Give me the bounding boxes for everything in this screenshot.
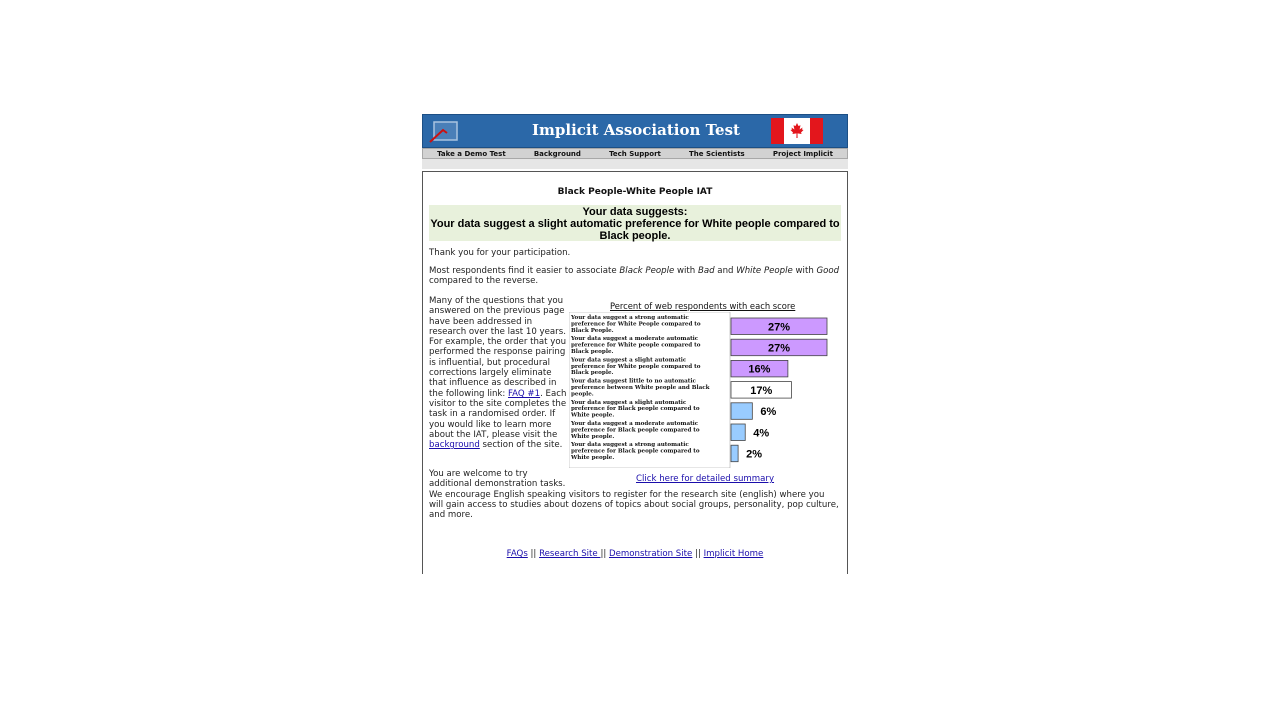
chart-category-label-6: Your data suggest a strong automatic preference for Black people compared to White people. <box>571 442 700 461</box>
chart-bar-4 <box>731 403 752 420</box>
footer-implicit-home-link[interactable]: Implicit Home <box>703 549 764 559</box>
chart-category-label-0: Your data suggest a strong automatic preference for White People compared to Black People. <box>571 315 701 334</box>
welcome-text: You are welcome to try additional demonstration tasks. We encourage English speaking visitors to register for the research site (english) where you will gain access to studies about dozens of topics about social groups, personality, pop culture, and more. <box>429 469 839 521</box>
chart-bar-6 <box>731 445 738 462</box>
footer-faqs-link[interactable]: FAQs <box>506 549 528 559</box>
canada-flag-icon <box>771 118 823 144</box>
chart-value-label-6: 2% <box>746 448 763 461</box>
chart-category-label-4: Your data suggest a slight automatic preference for Black people compared to White people. <box>571 399 700 419</box>
score-chart <box>569 312 839 468</box>
research-site-link[interactable]: research site (english) <box>681 489 777 500</box>
faq-link[interactable]: FAQ #1 <box>508 388 541 399</box>
chart-value-label-4: 6% <box>760 406 777 419</box>
result-heading: Your data suggests: <box>582 206 688 218</box>
site-header <box>422 114 848 148</box>
result-box <box>429 205 841 241</box>
header-divider <box>422 159 848 169</box>
most-respondents-text: Most respondents find it easier to associate Black People with Bad and White People with Good compared to the reverse. <box>429 266 840 287</box>
background-link[interactable]: background <box>429 440 480 451</box>
chart-value-label-0: 27% <box>767 321 791 334</box>
page-title: Black People-White People IAT <box>557 187 713 197</box>
nav-project-implicit[interactable]: Project Implicit <box>772 149 833 158</box>
explanation-text: Many of the questions that you answered on the previous page have been addressed in research over the last 10 years. For example, the order that you performed the response pairing is influential, but procedural corrections largely eliminate that influence as described in the following link: FAQ #1. Each visitor to the site completes the task in a randomised order. If you would like to learn more about the IAT, please visit the background section of the site. <box>429 296 567 451</box>
footer-links: FAQs || Research Site || Demonstration Site || Implicit Home <box>506 549 764 559</box>
nav-bar <box>422 148 848 159</box>
thanks-text: Thank you for your participation. <box>429 248 571 258</box>
chart-title: Percent of web respondents with each score <box>610 301 796 311</box>
footer-demonstration-site-link[interactable]: Demonstration Site <box>608 549 693 559</box>
nav-scientists[interactable]: The Scientists <box>689 149 745 158</box>
chart-category-label-2: Your data suggest a slight automatic preference for White people compared to Black people. <box>571 357 701 377</box>
site-title: Implicit Association Test <box>532 121 740 139</box>
chart-category-label-3: Your data suggest little to no automatic preference between White people and Black people. <box>571 378 710 398</box>
nav-take-demo[interactable]: Take a Demo Test <box>437 149 506 158</box>
nav-background[interactable]: Background <box>533 149 581 158</box>
chart-category-label-1: Your data suggest a moderate automatic preference for White people compared to Black people. <box>571 336 701 355</box>
footer-research-site-link[interactable]: Research Site <box>539 549 601 559</box>
detailed-summary-link[interactable]: Click here for detailed summary <box>636 474 775 484</box>
chart-value-label-5: 4% <box>753 427 770 440</box>
nav-tech-support[interactable]: Tech Support <box>609 149 661 158</box>
chart-value-label-1: 27% <box>767 342 791 355</box>
chart-value-label-2: 16% <box>748 363 771 376</box>
chart-value-label-3: 17% <box>750 384 773 397</box>
result-text: Your data suggest a slight automatic preference for White people compared to Black people. <box>430 218 840 242</box>
content-panel <box>422 171 848 574</box>
demonstration-tasks-link[interactable]: demonstration tasks <box>474 479 563 490</box>
chart-category-label-5: Your data suggest a moderate automatic preference for Black people compared to White people. <box>571 421 700 440</box>
chart-bar-5 <box>731 424 745 441</box>
